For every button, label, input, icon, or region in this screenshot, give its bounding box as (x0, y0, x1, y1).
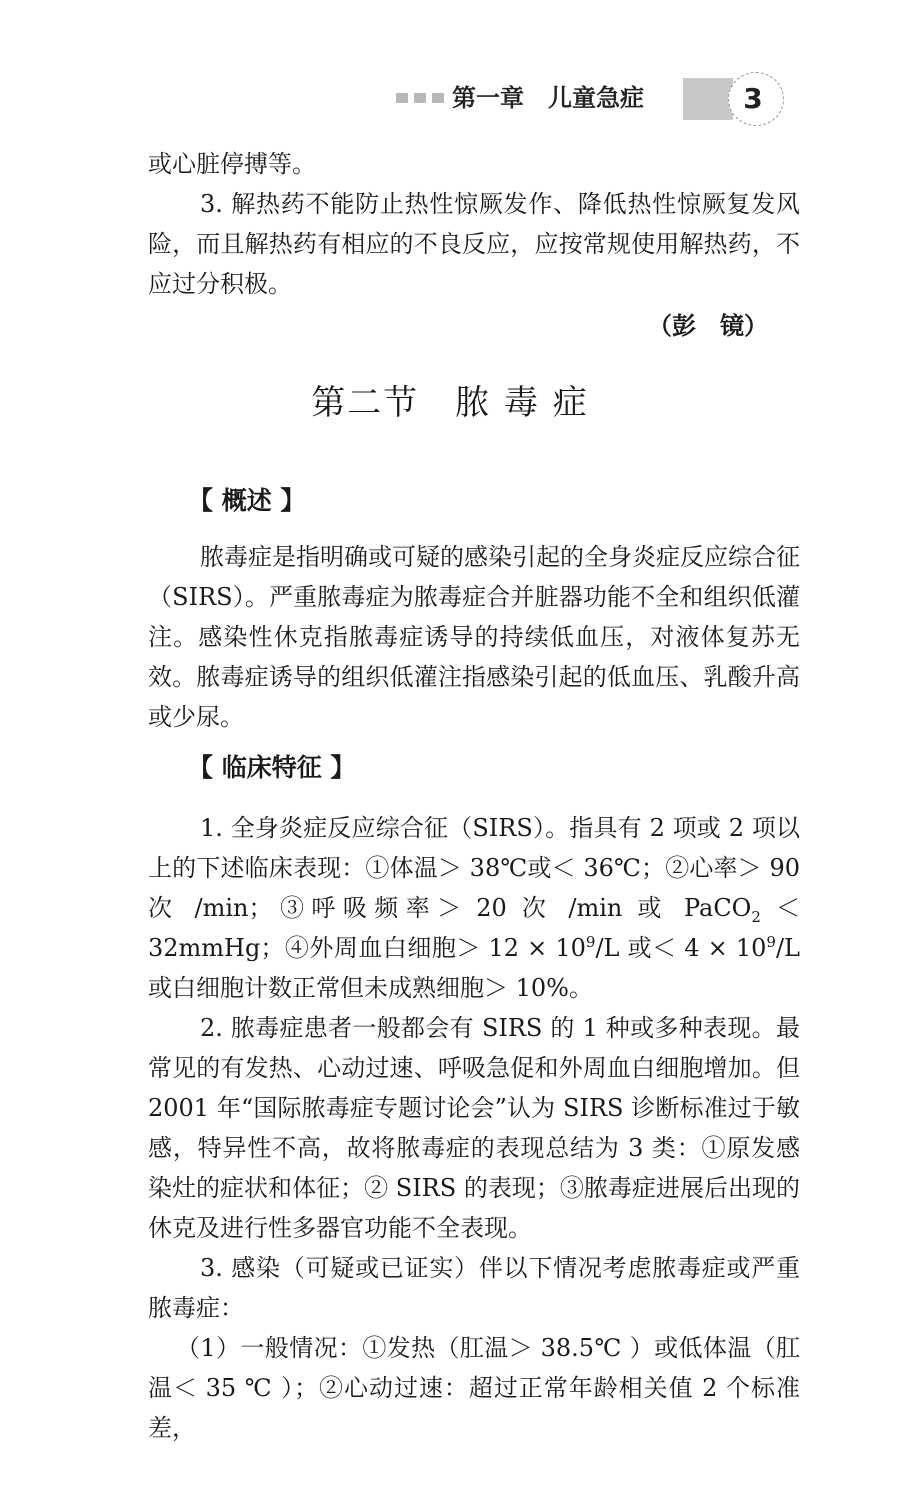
clinical-section (148, 808, 800, 1448)
paragraph-item-3-1: （1）一般情况：①发热（肛温＞ 38.5℃ ）或低体温（肛温＜ 35 ℃ ）；②心动过速：超过正常年龄相关值 2 个标准差， (148, 1334, 800, 1442)
overview-section (148, 537, 800, 737)
section-title: 第二节 脓 毒 症 (311, 383, 589, 423)
running-header (452, 80, 644, 116)
header-dot (432, 93, 444, 103)
text-run: /L 或＜ 4 × 10 (595, 934, 767, 962)
superscript: 9 (585, 933, 596, 951)
header-decoration-dots (396, 93, 444, 103)
paragraph: 脓毒症是指明确或可疑的感染引起的全身炎症反应综合征（SIRS）。严重脓毒症为脓毒症合并脏器功能不全和组织低灌注。感染性休克指脓毒症诱导的持续低血压，对液体复苏无效。脓毒症诱导的组织低灌注指感染引起的低血压、乳酸升高或少尿。 (148, 543, 800, 731)
text-run: /L 或白细胞计数正常但未成熟细胞＞ 10%。 (148, 934, 800, 1002)
header-gray-block (683, 78, 733, 120)
paragraph: 3. 解热药不能防止热性惊厥发作、降低热性惊厥复发风险，而且解热药有相应的不良反应，应按常规使用解热药，不应过分积极。 (148, 190, 800, 298)
page-number: 3 (743, 82, 763, 115)
previous-section-end (148, 144, 800, 304)
author-credit: （彭 镜） (648, 312, 768, 340)
paragraph-item-2: 2. 脓毒症患者一般都会有 SIRS 的 1 种或多种表现。最常见的有发热、心动过速、呼吸急促和外周血白细胞增加。但 2001 年“国际脓毒症专题讨论会”认为 SIRS 诊断标准过于敏感，特异性不高，故将脓毒症的表现总结为 3 类：①原发感染灶的症状和体征；② SIRS 的表现；③脓毒症进展后出现的休克及进行性多器官功能不全表现。 (148, 1014, 800, 1242)
superscript: 9 (766, 933, 776, 951)
text-run: ＜ 32mmHg；④外周血白细胞＞ 12 × 10 (148, 894, 800, 962)
heading-clinical-features: 【 临床特征 】 (188, 753, 356, 782)
chapter-title: 儿童急症 (548, 84, 644, 112)
paragraph-item-1 (148, 808, 800, 1008)
chapter-number: 第一章 (452, 84, 524, 112)
paragraph: 或心脏停搏等。 (148, 150, 316, 178)
header-dot (414, 93, 426, 103)
text-run: 1. 全身炎症反应综合征（SIRS）。指具有 2 项或 2 项以上的下述临床表现：①体温＞ 38℃或＜ 36℃；②心率＞ 90 次 /min；③呼吸频率＞ 20 次 /min 或 PaCO (148, 814, 800, 922)
subscript: 2 (751, 907, 761, 926)
paragraph-item-3: 3. 感染（可疑或已证实）伴以下情况考虑脓毒症或严重脓毒症： (148, 1254, 800, 1322)
heading-overview: 【 概述 】 (188, 486, 306, 515)
header-dot (396, 93, 408, 103)
